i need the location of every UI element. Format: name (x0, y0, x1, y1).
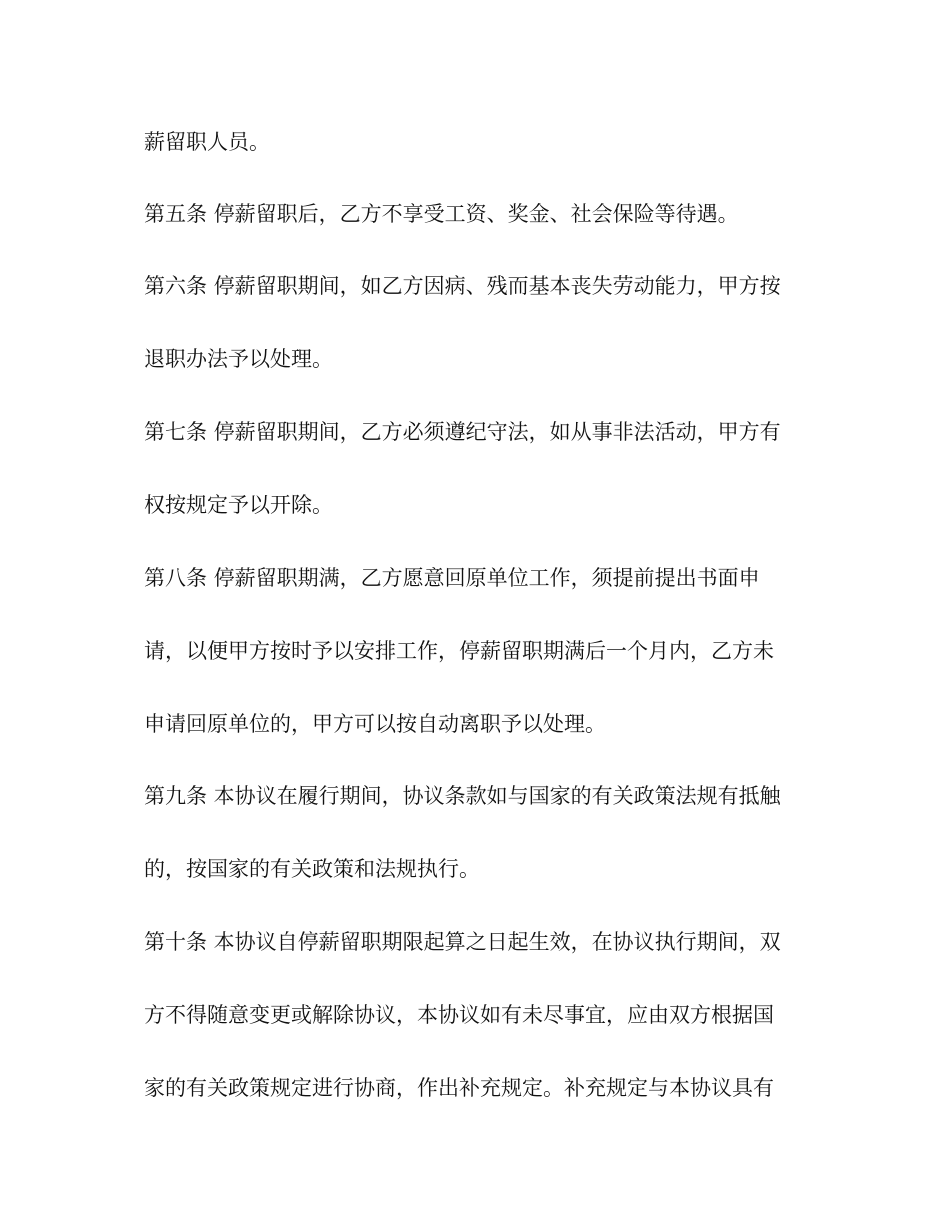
text-line: 第五条 停薪留职后，乙方不享受工资、奖金、社会保险等待遇。 (144, 202, 739, 226)
text-line: 申请回原单位的，甲方可以按自动离职予以处理。 (144, 712, 606, 736)
text-line: 第八条 停薪留职期满，乙方愿意回原单位工作，须提前提出书面申 (144, 566, 760, 590)
text-line: 权按规定予以开除。 (144, 493, 333, 517)
text-line: 请，以便甲方按时予以安排工作，停薪留职期满后一个月内，乙方未 (144, 639, 774, 663)
text-line: 方不得随意变更或解除协议，本协议如有未尽事宜，应由双方根据国 (144, 1003, 774, 1027)
text-line: 的，按国家的有关政策和法规执行。 (144, 857, 480, 881)
text-line: 第七条 停薪留职期间，乙方必须遵纪守法，如从事非法活动，甲方有 (144, 420, 781, 444)
text-line: 第九条 本协议在履行期间，协议条款如与国家的有关政策法规有抵触 (144, 784, 781, 808)
text-line: 第十条 本协议自停薪留职期限起算之日起生效，在协议执行期间，双 (144, 930, 781, 954)
text-line: 薪留职人员。 (144, 130, 270, 154)
text-line: 家的有关政策规定进行协商，作出补充规定。补充规定与本协议具有 (144, 1076, 774, 1100)
text-line: 第六条 停薪留职期间，如乙方因病、残而基本丧失劳动能力，甲方按 (144, 274, 781, 298)
text-line: 退职办法予以处理。 (144, 347, 333, 371)
